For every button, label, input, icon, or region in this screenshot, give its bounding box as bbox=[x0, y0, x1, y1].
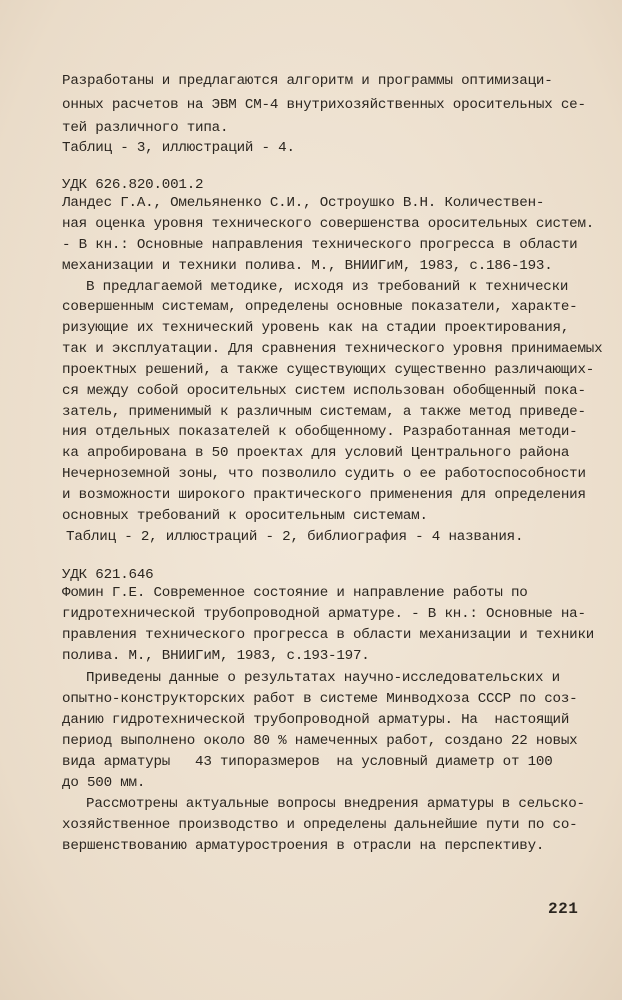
udk-code: УДК 621.646 bbox=[62, 567, 154, 583]
abstract-line: ризующие их технический уровень как на стадии проектирования, bbox=[62, 320, 570, 336]
abstract-line: ния отдельных показателей к обобщенному. Разработанная методи- bbox=[62, 424, 578, 440]
abstract-line: до 500 мм. bbox=[62, 775, 146, 791]
citation-line: полива. М., ВНИИГиМ, 1983, с.193-197. bbox=[62, 648, 370, 664]
abstract-line: вида арматуры 43 типоразмеров на условный диаметр от 100 bbox=[62, 754, 553, 770]
page-number: 221 bbox=[548, 900, 579, 918]
abstract-line: совершенным системам, определены основные показатели, характе- bbox=[62, 299, 578, 315]
citation-line: Ландес Г.А., Омельяненко С.И., Остроушко В.Н. Количествен- bbox=[62, 195, 545, 211]
citation-line: ная оценка уровня технического совершенства оросительных систем. bbox=[62, 216, 595, 232]
abstract-line: затель, применимый к различным системам, а также метод приведе- bbox=[62, 404, 586, 420]
text-line: Разработаны и предлагаются алгоритм и программы оптимизаци- bbox=[62, 73, 553, 89]
text-line: Таблиц - 3, иллюстраций - 4. bbox=[62, 140, 295, 156]
udk-code: УДК 626.820.001.2 bbox=[62, 177, 204, 193]
citation-line: гидротехнической трубопроводной арматуре. - В кн.: Основные на- bbox=[62, 606, 586, 622]
abstract-line: Нечерноземной зоны, что позволило судить о ее работоспособности bbox=[62, 466, 586, 482]
abstract-line: ка апробирована в 50 проектах для условий Центрального района bbox=[62, 445, 570, 461]
abstract-line: период выполнено около 80 % намеченных работ, создано 22 новых bbox=[62, 733, 578, 749]
text-line: тей различного типа. bbox=[62, 120, 229, 136]
abstract-line: основных требований к оросительным системам. bbox=[62, 508, 428, 524]
abstract-line: и возможности широкого практического применения для определения bbox=[62, 487, 586, 503]
citation-line: механизации и техники полива. М., ВНИИГиМ, 1983, с.186-193. bbox=[62, 258, 553, 274]
abstract-line: ся между собой оросительных систем использован обобщенный пока- bbox=[62, 383, 586, 399]
abstract-line: хозяйственное производство и определены дальнейшие пути по со- bbox=[62, 817, 578, 833]
abstract-line: проектных решений, а также существующих существенно различающих- bbox=[62, 362, 595, 378]
abstract-line: Рассмотрены актуальные вопросы внедрения арматуры в сельско- bbox=[86, 796, 585, 812]
abstract-line: В предлагаемой методике, исходя из требований к технически bbox=[86, 279, 569, 295]
abstract-summary-line: Таблиц - 2, иллюстраций - 2, библиография - 4 названия. bbox=[66, 529, 524, 545]
citation-line: - В кн.: Основные направления технического прогресса в области bbox=[62, 237, 578, 253]
abstract-line: вершенствованию арматуростроения в отрасли на перспективу. bbox=[62, 838, 545, 854]
abstract-line: Приведены данные о результатах научно-исследовательских и bbox=[86, 670, 560, 686]
abstract-line: так и эксплуатации. Для сравнения технического уровня принимаемых bbox=[62, 341, 603, 357]
citation-line: Фомин Г.Е. Современное состояние и направление работы по bbox=[62, 585, 528, 601]
abstract-line: данию гидротехнической трубопроводной арматуры. На настоящий bbox=[62, 712, 570, 728]
abstract-line: опытно-конструкторских работ в системе Минводхоза СССР по соз- bbox=[62, 691, 578, 707]
text-line: онных расчетов на ЭВМ СМ-4 внутрихозяйственных оросительных се- bbox=[62, 97, 586, 113]
citation-line: правления технического прогресса в области механизации и техники bbox=[62, 627, 595, 643]
